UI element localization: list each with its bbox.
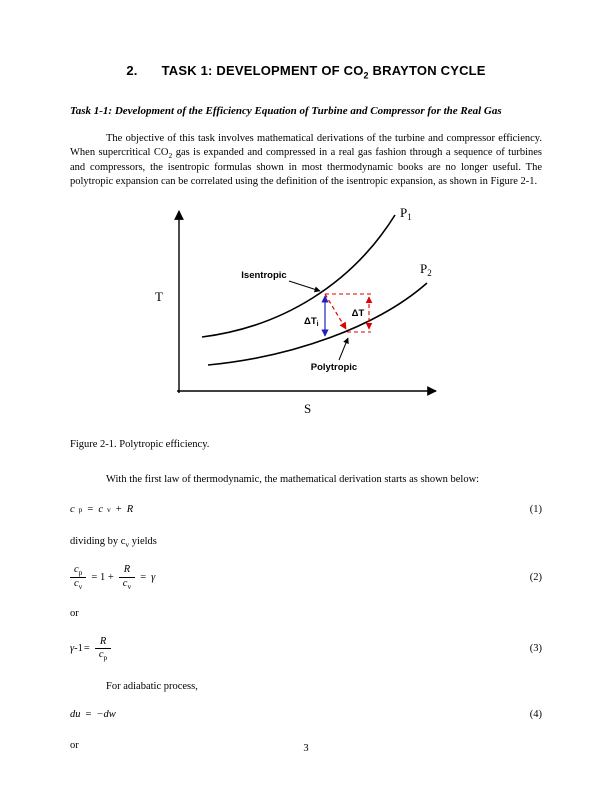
equation-3	[70, 636, 542, 663]
equation-2-content: $\frac{c_p}{c_v}$ = 1 + $\frac{R}{c_v}$ = γ	[70, 564, 155, 591]
page-number: 3	[303, 743, 309, 754]
p2-label: $P_2$	[420, 261, 432, 279]
isentropic-label: Isentropic	[241, 270, 287, 282]
co2-subscript: 2	[168, 150, 173, 160]
page-content	[70, 62, 542, 753]
equation-2	[70, 564, 542, 591]
equation-1-content: c p = c v + R	[70, 503, 134, 515]
task-subheading: Task 1-1: Development of the Efficiency Equation of Turbine and Compressor for the Real Gas	[70, 104, 502, 117]
section-title: TASK 1: DEVELOPMENT OF $CO_2$ BRAYTON CYCLE	[161, 63, 486, 81]
polytropic-path-line	[325, 294, 346, 329]
equation-1	[70, 503, 542, 517]
equation-3-number: (3)	[529, 642, 542, 654]
intro-paragraph: The objective of this task involves mathematical derivations of the turbine and compressor efficiency. When supercritical $CO_2$ gas is expanded and compressed in a real gas fashion through a sequence of turbines and compressors, the isentropic formulas shown in most thermodynamic books are no longer useful. The polytropic expansion can be correlated using the definition of the isentropic expansion, as shown in Figure 2-1.	[70, 132, 543, 188]
figure-caption: Figure 2-1. Polytropic efficiency.	[70, 439, 210, 451]
isentropic-pointer-arrow	[289, 281, 320, 291]
equation-2-number: (2)	[529, 571, 542, 583]
or-text-2: or	[70, 739, 79, 751]
section-number: 2.	[126, 63, 138, 78]
delta-t-label: ΔT	[351, 308, 365, 320]
equation-4-number: (4)	[529, 709, 542, 721]
p1-curve	[202, 215, 395, 337]
figure-2-1	[142, 197, 478, 430]
co2-subscript: 2	[363, 70, 369, 81]
equation-3-content: γ-1= $\frac{R}{c_p}$	[70, 636, 111, 663]
equation-1-number: (1)	[529, 503, 542, 515]
equation-4	[70, 708, 542, 722]
fraction-r-cp: $\frac{R}{c_p}$	[95, 636, 111, 663]
equation-4-content: du = −dw	[70, 709, 116, 721]
or-text-1: or	[70, 608, 79, 620]
first-law-text: With the first law of thermodynamic, the mathematical derivation starts as shown below:	[106, 473, 480, 485]
adiabatic-text: For adiabatic process,	[106, 681, 198, 693]
ts-diagram	[142, 197, 478, 425]
s-axis-label: S	[304, 401, 312, 417]
delta-ti-label: $\Delta T_i$	[304, 316, 319, 329]
p1-label: $P_1$	[400, 205, 412, 223]
polytropic-label: Polytropic	[310, 362, 358, 374]
section-heading	[70, 62, 542, 82]
fraction-cp-cv: $\frac{c_p}{c_v}$	[70, 564, 86, 591]
t-axis-label: T	[155, 289, 163, 305]
dividing-text: dividing by $c_v$ yields	[70, 536, 157, 550]
fraction-r-cv: $\frac{R}{c_v}$	[119, 564, 135, 591]
polytropic-pointer-arrow	[339, 338, 348, 360]
